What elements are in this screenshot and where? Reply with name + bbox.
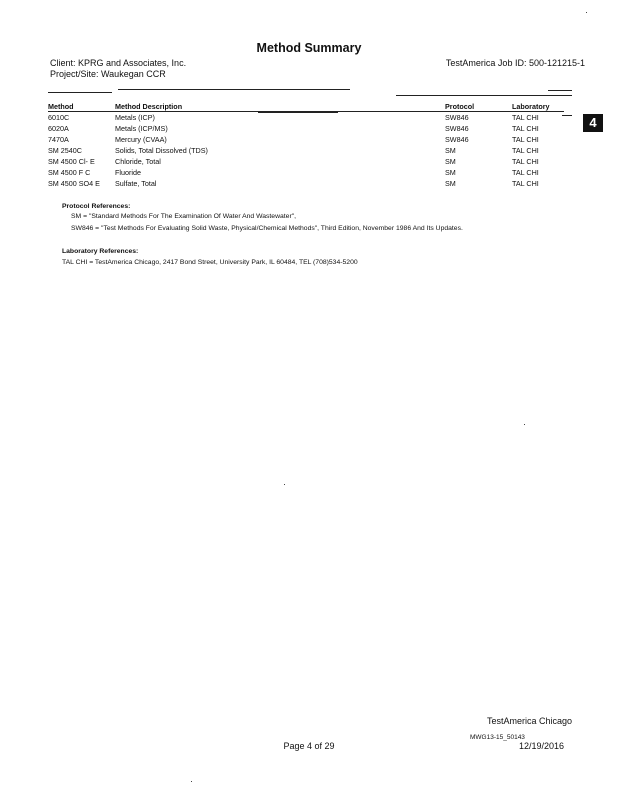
protocol-references-heading: Protocol References: — [62, 203, 131, 210]
header-rule-left — [48, 92, 112, 93]
protocol-reference-sm: SM = "Standard Methods For The Examination Of Water And Wastewater", — [71, 213, 297, 220]
section-tab-marker: 4 — [583, 114, 603, 132]
method-cell: 7470A — [48, 135, 69, 144]
description-cell: Mercury (CVAA) — [115, 135, 167, 144]
header-rule-right — [396, 95, 572, 96]
project-site-line: Project/Site: Waukegan CCR — [50, 69, 166, 79]
description-cell: Fluoride — [115, 168, 141, 177]
laboratory-reference-tal-chi: TAL CHI = TestAmerica Chicago, 2417 Bond Street, University Park, IL 60484, TEL (708)534-5200 — [62, 259, 358, 266]
laboratory-cell: TAL CHI — [512, 113, 539, 122]
column-header-protocol: Protocol — [445, 101, 512, 112]
column-header-description: Method Description — [115, 101, 445, 112]
protocol-cell: SM — [445, 168, 456, 177]
table-row — [48, 156, 564, 167]
scan-speck — [191, 781, 192, 782]
scan-speck — [284, 484, 285, 485]
client-line: Client: KPRG and Associates, Inc. — [50, 58, 187, 68]
document-date: 12/19/2016 — [518, 741, 564, 751]
column-header-method: Method — [48, 101, 115, 112]
method-cell: SM 4500 SO4 E — [48, 179, 100, 188]
method-cell: 6020A — [48, 124, 69, 133]
description-cell: Chloride, Total — [115, 157, 161, 166]
scan-speck — [586, 12, 587, 13]
laboratory-references-heading: Laboratory References: — [62, 248, 139, 255]
method-cell: 6010C — [48, 113, 70, 122]
protocol-cell: SM — [445, 146, 456, 155]
laboratory-cell: TAL CHI — [512, 157, 539, 166]
job-id: TestAmerica Job ID: 500-121215-1 — [445, 58, 585, 68]
protocol-cell: SW846 — [445, 124, 469, 133]
table-row — [48, 123, 564, 134]
page-number: Page 4 of 29 — [283, 741, 335, 751]
protocol-cell: SM — [445, 157, 456, 166]
description-cell: Sulfate, Total — [115, 179, 157, 188]
column-header-laboratory: Laboratory — [512, 101, 564, 112]
laboratory-cell: TAL CHI — [512, 179, 539, 188]
scan-speck — [524, 424, 525, 425]
laboratory-cell: TAL CHI — [512, 168, 539, 177]
method-cell: SM 4500 F C — [48, 168, 91, 177]
header-rule-tick — [548, 90, 572, 91]
protocol-cell: SW846 — [445, 135, 469, 144]
laboratory-cell: TAL CHI — [512, 135, 539, 144]
table-row — [48, 178, 564, 189]
method-table — [48, 101, 564, 189]
description-cell: Metals (ICP) — [115, 113, 155, 122]
table-row — [48, 145, 564, 156]
table-header-row — [48, 101, 564, 112]
document-code: MWG13-15_50143 — [470, 734, 525, 741]
table-row — [48, 112, 564, 124]
protocol-cell: SW846 — [445, 113, 469, 122]
footer-lab-name: TestAmerica Chicago — [486, 716, 572, 726]
table-row — [48, 167, 564, 178]
description-cell: Solids, Total Dissolved (TDS) — [115, 146, 208, 155]
method-cell: SM 2540C — [48, 146, 82, 155]
method-cell: SM 4500 Cl- E — [48, 157, 95, 166]
protocol-reference-sw846: SW846 = "Test Methods For Evaluating Solid Waste, Physical/Chemical Methods", Third Edition, November 1986 And Its Updates. — [71, 225, 463, 232]
laboratory-cell: TAL CHI — [512, 146, 539, 155]
header-rule-middle — [118, 89, 350, 90]
table-row — [48, 134, 564, 145]
page-title: Method Summary — [256, 41, 362, 55]
protocol-cell: SM — [445, 179, 456, 188]
laboratory-cell: TAL CHI — [512, 124, 539, 133]
description-cell: Metals (ICP/MS) — [115, 124, 168, 133]
